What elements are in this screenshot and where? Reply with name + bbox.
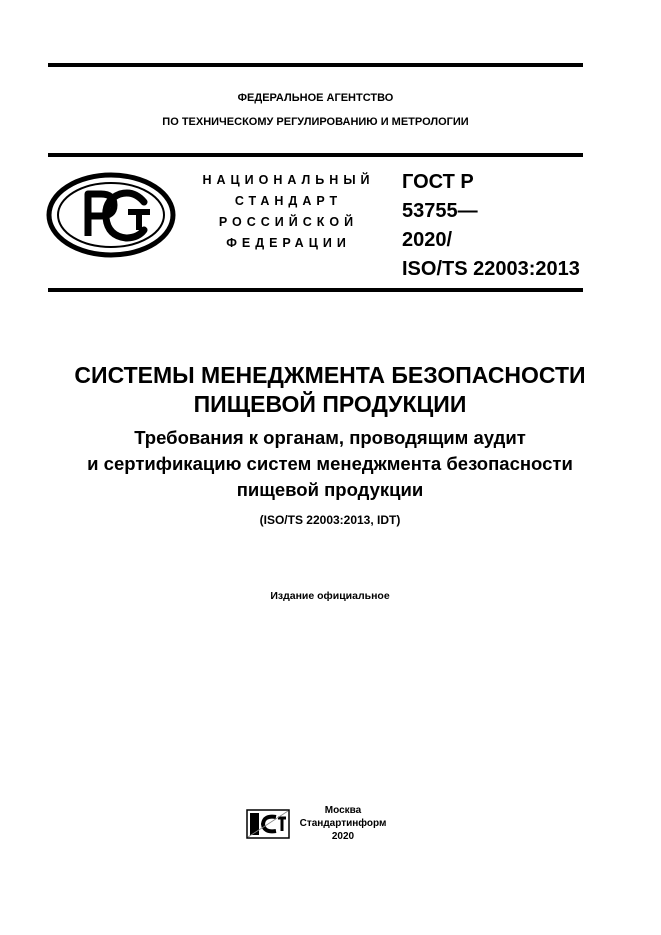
- designation-line-4: ISO/TS 22003:2013: [402, 258, 580, 280]
- standard-type-line-4: ФЕДЕРАЦИИ: [226, 236, 351, 250]
- title-line-2: ПИЩЕВОЙ ПРОДУКЦИИ: [193, 391, 467, 417]
- title-line-1: СИСТЕМЫ МЕНЕДЖМЕНТА БЕЗОПАСНОСТИ: [74, 362, 586, 388]
- subtitle-line-3: пищевой продукции: [236, 479, 424, 500]
- subtitle-line-2: и сертификацию систем менеджмента безопасности: [87, 453, 573, 474]
- standard-type-line-2: СТАНДАРТ: [234, 194, 343, 208]
- document-subtitle: [30, 425, 630, 503]
- designation-line-1: ГОСТ Р: [402, 171, 474, 193]
- imprint-year: 2020: [331, 831, 355, 842]
- iso-reference: (ISO/TS 22003:2013, IDT): [259, 513, 401, 527]
- standard-type-line-3: РОССИЙСКОЙ: [218, 215, 359, 229]
- rst-mark-icon: [46, 172, 176, 258]
- standard-type-line-1: НАЦИОНАЛЬНЫЙ: [202, 173, 375, 187]
- imprint-city: Москва: [324, 805, 362, 816]
- masthead-bottom-rule: [48, 288, 583, 292]
- standard-designation: [402, 168, 580, 284]
- edition-note: Издание официальное: [270, 590, 390, 602]
- header-rule: [48, 153, 583, 157]
- designation-line-3: 2020/: [402, 229, 453, 251]
- document-title: [30, 361, 630, 419]
- imprint-publisher: Стандартинформ: [299, 818, 387, 829]
- designation-line-2: 53755—: [402, 200, 478, 222]
- top-rule: [48, 63, 583, 67]
- agency-line-2: ПО ТЕХНИЧЕСКОМУ РЕГУЛИРОВАНИЮ И МЕТРОЛОГИИ: [162, 116, 469, 128]
- agency-line-1: ФЕДЕРАЛЬНОЕ АГЕНТСТВО: [237, 92, 394, 104]
- standard-type: [196, 170, 381, 254]
- imprint: [298, 804, 388, 843]
- standartinform-logo-icon: [246, 809, 290, 839]
- subtitle-line-1: Требования к органам, проводящим аудит: [134, 427, 526, 448]
